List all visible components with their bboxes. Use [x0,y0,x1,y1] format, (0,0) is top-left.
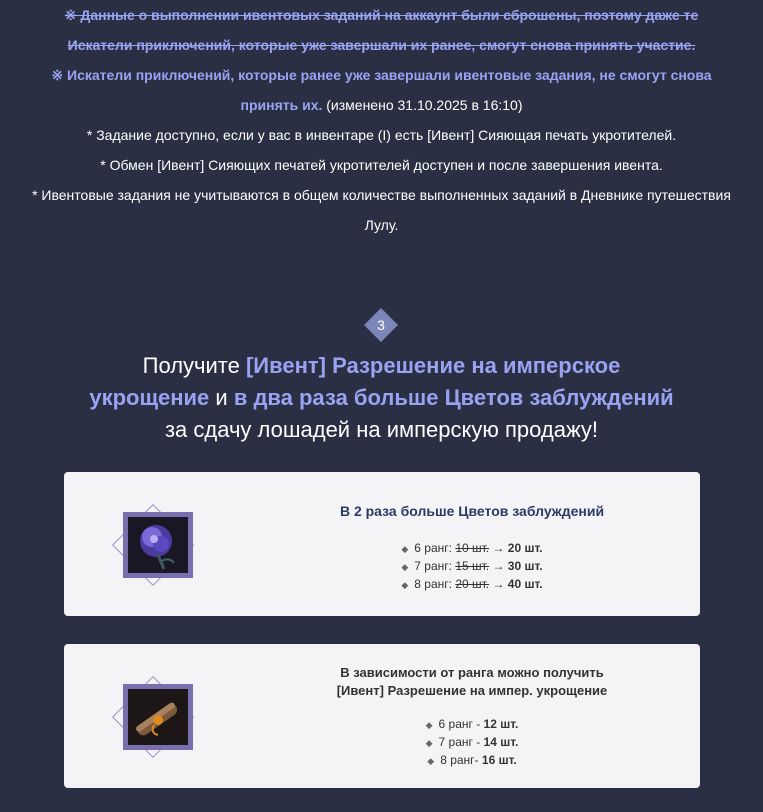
reward-info [284,664,660,770]
notice-strike-line-2: Искатели приключений, которые уже завершали их ранее, смогут снова принять участие. [67,37,696,53]
reward-title: В 2 раза больше Цветов заблуждений [339,503,605,519]
notice-highlight-line-2: принять их. (изменено 31.10.2025 в 16:10) [240,97,523,113]
rank-item: ◆ 7 ранг: 15 шт. → 30 шт. [284,558,660,576]
reward-title-line-2: [Ивент] Разрешение на импер. укрощение [336,683,608,698]
section-headline [0,350,763,446]
notice-highlight-line-1: ※ Искатели приключений, которые ранее уже завершали ивентовые задания, не смогут снова [51,67,712,83]
note-journal-1: * Ивентовые задания не учитываются в общем количестве выполненных заданий в Дневнике путешествия [32,187,731,203]
reward-card-permit [64,644,700,788]
rank-item: ◆ 6 ранг - 12 шт. [284,716,660,734]
notice-strike-line-1: ※ Данные о выполнении ивентовых заданий на аккаунт были сброшены, поэтому даже те [64,7,699,23]
rank-item: ◆ 8 ранг- 16 шт. [284,752,660,770]
headline-line-3: за сдачу лошадей на имперскую продажу! [164,417,599,442]
note-exchange: * Обмен [Ивент] Сияющих печатей укротителей доступен и после завершения ивента. [100,157,663,173]
step-number: 3 [377,317,385,333]
reward-title-line-1: В зависимости от ранга можно получить [340,665,604,680]
reward-card-flowers [64,472,700,616]
reward-icon-wrap [104,496,200,592]
rank-item: ◆ 7 ранг - 14 шт. [284,734,660,752]
rank-list [284,716,660,770]
headline-line-2: укрощение и в два раза больше Цветов заблуждений [89,385,674,410]
note-inventory: * Задание доступно, если у вас в инвентаре (I) есть [Ивент] Сияющая печать укротителей. [86,127,677,143]
rank-item: ◆ 6 ранг: 10 шт. → 20 шт. [284,540,660,558]
reward-info [284,502,660,594]
scroll-icon [123,684,193,750]
changed-date: (изменено 31.10.2025 в 16:10) [322,97,523,113]
note-journal-2: Лулу. [364,217,399,233]
event-notes [0,0,763,240]
rank-item: ◆ 8 ранг: 20 шт. → 40 шт. [284,576,660,594]
rank-list [284,540,660,594]
headline-line-1: Получите [Ивент] Разрешение на имперское [142,353,621,378]
reward-icon-wrap [104,668,200,764]
purple-rose-icon [123,512,193,578]
